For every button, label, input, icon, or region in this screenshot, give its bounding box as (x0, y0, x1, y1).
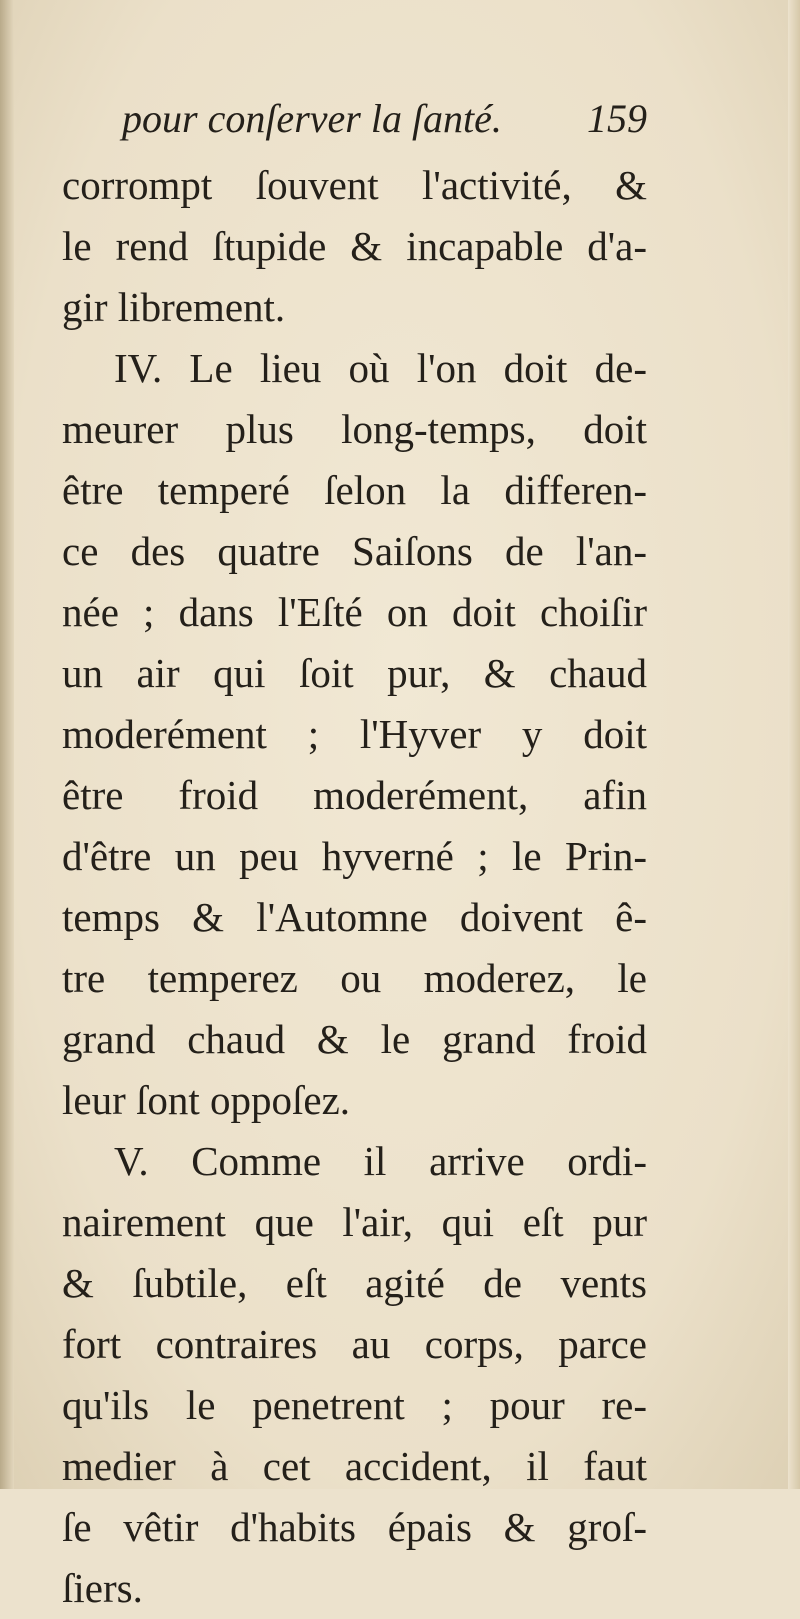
text-line: un air qui ſoit pur, & chaud (62, 650, 647, 696)
text-line: née ; dans l'Eſté on doit choiſir (62, 589, 647, 635)
text-line: le rend ſtupide & incapable d'a- (62, 223, 647, 269)
text-line: qu'ils le penetrent ; pour re- (62, 1382, 647, 1428)
text-block (62, 95, 647, 1619)
text-line: ſiers. (62, 1565, 143, 1611)
running-head-title: pour conſerver la ſanté. (122, 96, 502, 141)
text-line: corrompt ſouvent l'activité, & (62, 162, 647, 208)
text-line: gir librement. (62, 284, 286, 330)
page-gutter-shadow (0, 0, 14, 1489)
text-line: ce des quatre Saiſons de l'an- (62, 528, 647, 574)
text-line: d'être un peu hyverné ; le Prin- (62, 833, 647, 879)
text-line: être froid moderément, afin (62, 772, 647, 818)
page-edge (788, 0, 800, 1489)
text-line: ſe vêtir d'habits épais & groſ- (62, 1504, 647, 1550)
text-line: temps & l'Automne doivent ê- (62, 894, 647, 940)
text-line: moderément ; l'Hyver y doit (62, 711, 647, 757)
text-line: V. Comme il arrive ordi- (114, 1138, 647, 1184)
text-line: & ſubtile, eſt agité de vents (62, 1260, 647, 1306)
text-line: grand chaud & le grand froid (62, 1016, 647, 1062)
text-line: tre temperez ou moderez, le (62, 955, 647, 1001)
text-line: nairement que l'air, qui eſt pur (62, 1199, 647, 1245)
text-line: meurer plus long-temps, doit (62, 406, 647, 452)
text-line: être temperé ſelon la differen- (62, 467, 647, 513)
text-line: medier à cet accident, il faut (62, 1443, 647, 1489)
running-head (62, 95, 647, 155)
text-line: leur ſont oppoſez. (62, 1077, 351, 1123)
page-number: 159 (587, 96, 647, 141)
text-line: IV. Le lieu où l'on doit de- (114, 345, 647, 391)
text-line: fort contraires au corps, parce (62, 1321, 647, 1367)
